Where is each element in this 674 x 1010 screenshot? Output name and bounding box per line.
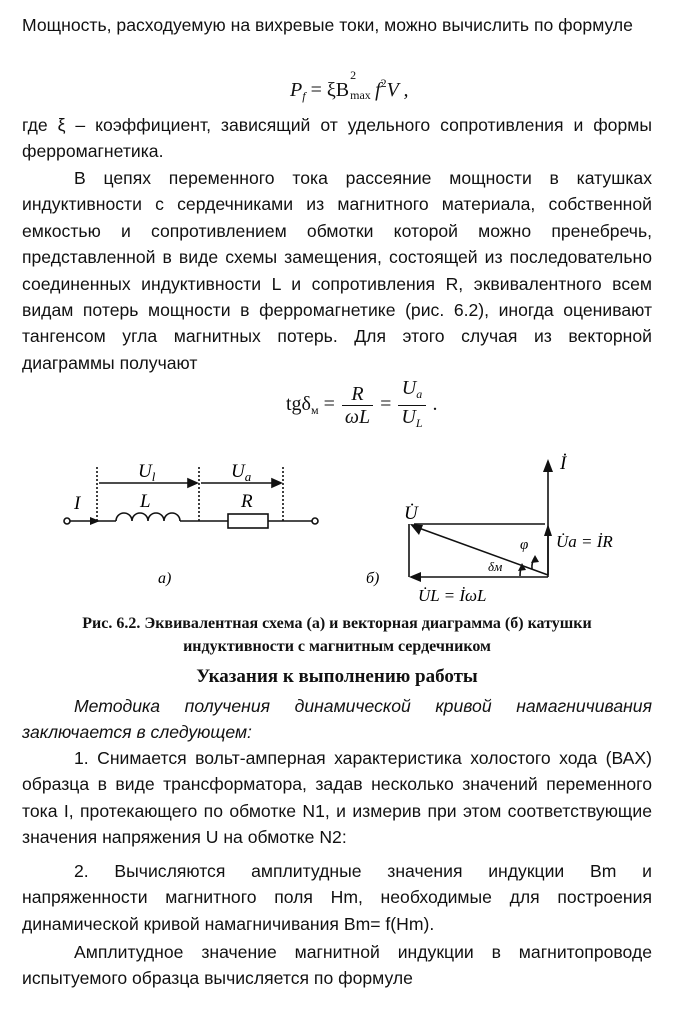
formula2-fraction-r-wl xyxy=(342,383,373,428)
formula2-num1: R xyxy=(342,383,373,406)
formula2-lhs: tgδ xyxy=(286,393,311,416)
formula2-num2-sub: a xyxy=(416,387,423,401)
formula-eddy-power xyxy=(290,68,409,104)
current-arrowhead xyxy=(90,517,100,525)
current-vector-arrowhead xyxy=(543,459,553,472)
ul-arrowhead xyxy=(188,479,197,487)
formula1-b-indices xyxy=(349,68,375,102)
formula2-eq2: = xyxy=(380,393,392,416)
formula2-den2-wrap xyxy=(398,406,425,434)
circuit-label-i: I xyxy=(74,493,81,514)
formula2-lhs-sub: м xyxy=(310,403,319,418)
circuit-label-ul: $U_l$ xyxy=(138,461,156,484)
paragraph-step-1: 1. Снимается вольт-амперная характеристика холостого хода (ВАХ) образца в виде трансформатора, задав несколько значений переменного тока I, протекающего по обмотке N1, и измерив при этом соответствующие значения напряжения U на обмотке N2: xyxy=(22,748,652,848)
section-heading: Указания к выполнению работы xyxy=(196,666,478,687)
figure-caption xyxy=(30,612,644,658)
caption-line-2: индуктивности с магнитным сердечником xyxy=(183,638,491,655)
ua-arrowhead xyxy=(272,479,281,487)
circuit-label-ua: $U_a$ xyxy=(231,461,252,484)
formula1-b-sup: 2 xyxy=(350,68,357,82)
paragraph-method-intro: Методика получения динамической кривой намагничивания заключается в следующем: xyxy=(22,696,652,743)
vector-sublabel: б) xyxy=(366,570,380,587)
formula2-eq1: = xyxy=(323,393,335,416)
vector-label-phi: φ xyxy=(520,537,529,553)
formula-tan-delta xyxy=(286,377,438,434)
inductor-coil xyxy=(116,513,180,521)
formula1-rhs-prefix: = ξB xyxy=(310,79,350,101)
formula1-f: f xyxy=(375,79,381,101)
formula1-lhs-sub: f xyxy=(302,89,306,103)
figure-6-2 xyxy=(0,445,674,605)
phi-arc-arrowhead xyxy=(531,555,539,563)
circuit-sublabel: а) xyxy=(158,570,172,587)
formula1-lhs: P xyxy=(290,79,303,101)
circuit-diagram xyxy=(64,467,318,528)
formula2-num2-wrap xyxy=(398,377,425,406)
vector-label-u: U̇ xyxy=(404,503,418,524)
output-terminal xyxy=(312,518,318,524)
circuit-label-l: L xyxy=(140,491,151,512)
circuit-label-r: R xyxy=(241,491,253,512)
formula2-den2: U xyxy=(401,406,416,428)
vector-label-ua: U̇a = İR xyxy=(556,532,613,551)
vector-label-ul: U̇L = İωL xyxy=(418,586,487,605)
vector-diagram xyxy=(409,459,553,582)
formula1-b-sub: max xyxy=(350,88,371,102)
caption-line-1: Рис. 6.2. Эквивалентная схема (а) и векторная диаграмма (б) катушки xyxy=(82,615,592,632)
formula1-f-sup: 2 xyxy=(380,76,387,90)
formula2-den1: ωL xyxy=(344,406,371,428)
input-terminal xyxy=(64,518,70,524)
formula1-v: V , xyxy=(386,79,409,101)
u-vector-arrowhead xyxy=(410,524,423,535)
resistor-box xyxy=(228,514,268,528)
paragraph-induction-formula: Амплитудное значение магнитной индукции в магнитопроводе испытуемого образца вычисляется по формуле xyxy=(22,942,652,989)
formula2-fraction-ua-ul xyxy=(398,377,425,434)
paragraph-eddy-power: Мощность, расходуемую на вихревые токи, можно вычислить по формуле xyxy=(22,15,633,35)
formula2-den2-sub: L xyxy=(415,416,423,430)
formula2-end: . xyxy=(432,393,438,416)
paragraph-xi-definition: где ξ – коэффициент, зависящий от удельного сопротивления и формы ферромагнетика. xyxy=(22,115,652,162)
paragraph-loss-tangent: В цепях переменного тока рассеяние мощности в катушках индуктивности с сердечниками из магнитного материала, собственной емкостью и сопротивлением обмотки которой можно пренебречь, представленной в виде схемы замещения, состоящей из последовательно соединенных индуктивности L и сопротивления R, эквивалентного всем видам потерь мощности в ферромагнетике (рис. 6.2), иногда оценивают тангенсом угла магнитных потерь. Для этого случая из векторной диаграммы получают xyxy=(22,168,652,373)
vector-label-delta: δм xyxy=(488,559,503,574)
formula2-num2: U xyxy=(401,377,417,399)
paragraph-step-2: 2. Вычисляются амплитудные значения индукции Bm и напряженности магнитного поля Hm, необходимые для построения динамической кривой намагничивания Bm= f(Hm). xyxy=(22,861,652,934)
ul-vector-arrowhead xyxy=(409,572,421,582)
ua-vector-arrowhead xyxy=(544,524,552,536)
vector-label-i: İ xyxy=(560,453,567,474)
